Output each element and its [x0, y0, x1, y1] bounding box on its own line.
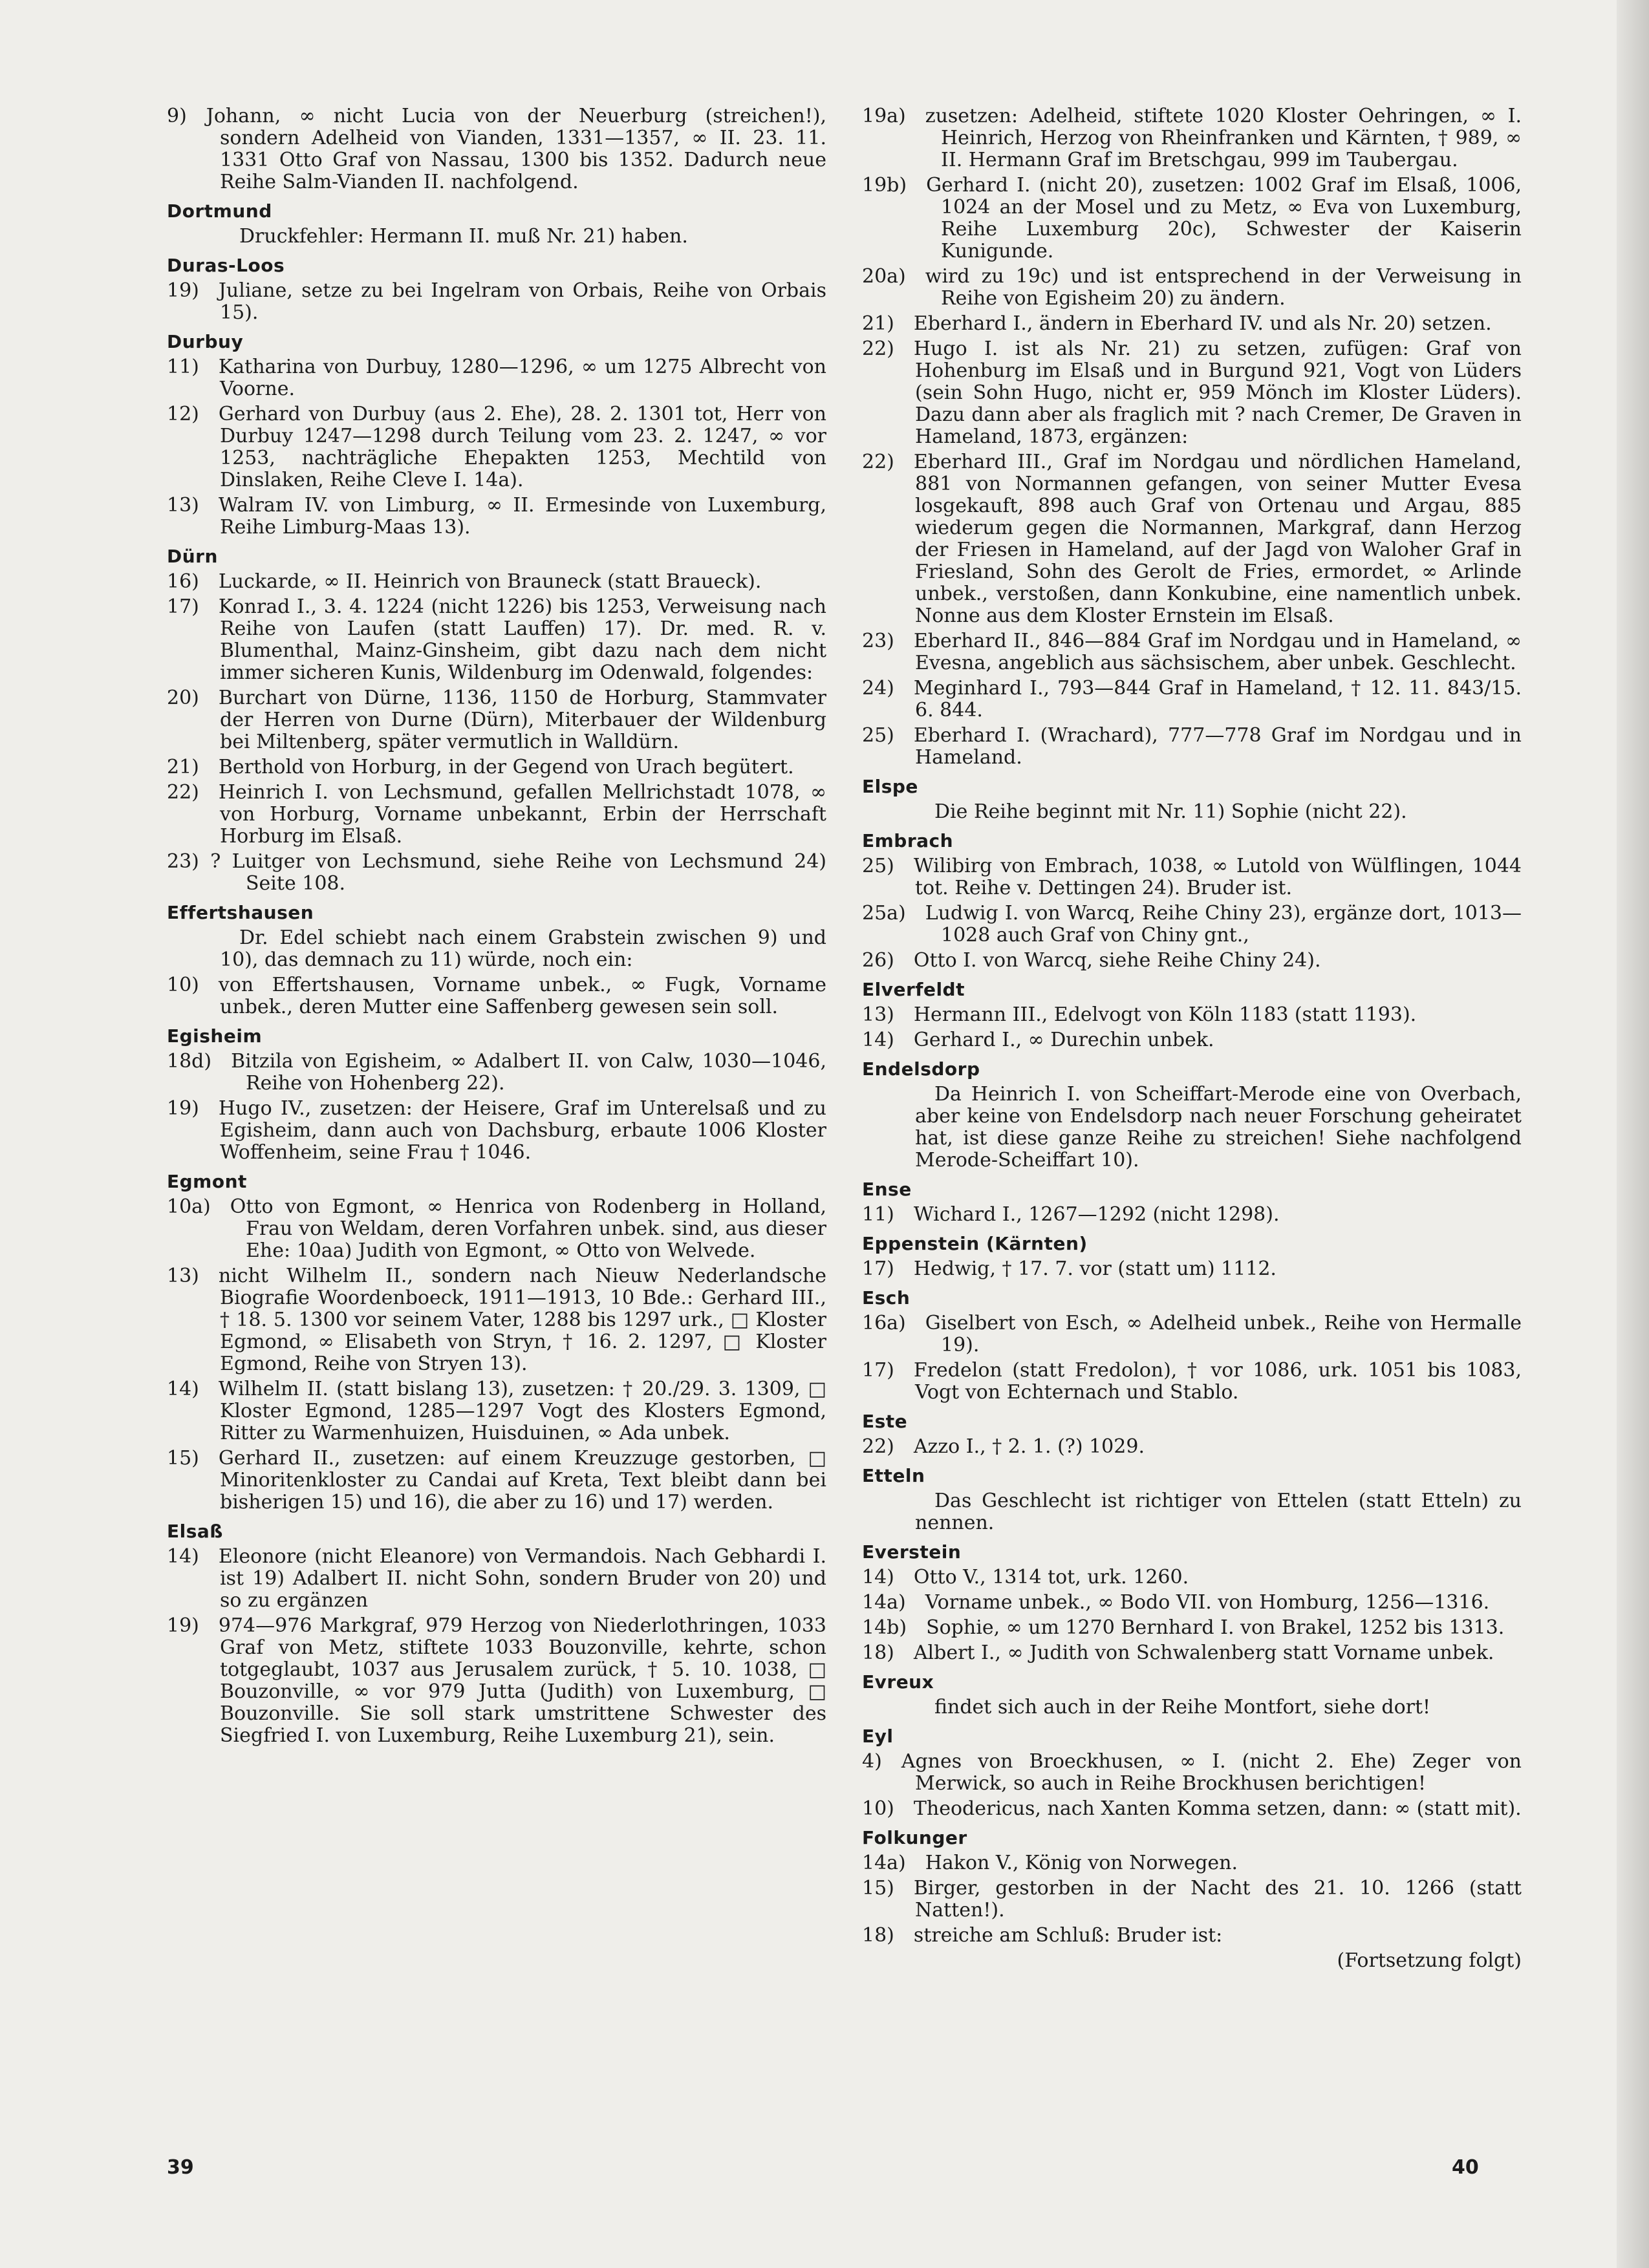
genealogy-entry: 24) Meginhard I., 793—844 Graf in Hameland, † 12. 11. 843/15. 6. 844.: [862, 677, 1522, 722]
section-heading: Eppenstein (Kärnten): [862, 1233, 1088, 1254]
page-edge-shadow: [1617, 0, 1649, 2268]
section-heading: Egmont: [167, 1171, 247, 1192]
genealogy-entry: 22) Hugo I. ist als Nr. 21) zu setzen, zufügen: Graf von Hohenburg im Elsaß und in Burgund 921, Vogt von Lüders (sein Sohn Hugo, nicht er, 959 Mönch im Kloster Lüders). Dazu dann aber als fraglich mit ? nach Cremer, De Graven in Hameland, 1873, ergänzen:: [862, 337, 1522, 448]
genealogy-entry: 10) Theodericus, nach Xanten Komma setzen, dann: ∞ (statt mit).: [862, 1797, 1522, 1820]
genealogy-entry: 14) Wilhelm II. (statt bislang 13), zusetzen: † 20./29. 3. 1309, □ Kloster Egmond, 1285—1297 Vogt des Klosters Egmond, Ritter zu Warmenhuizen, Huisduinen, ∞ Ada unbek.: [167, 1378, 826, 1444]
genealogy-entry: 10a) Otto von Egmont, ∞ Henrica von Rodenberg in Holland, Frau von Weldam, deren Vorfahren unbek. sind, aus dieser Ehe: 10aa) Judith von Egmont, ∞ Otto von Welvede.: [167, 1195, 826, 1262]
genealogy-entry: 9) Johann, ∞ nicht Lucia von der Neuerburg (streichen!), sondern Adelheid von Vianden, 1331—1357, ∞ II. 23. 11. 1331 Otto Graf von Nassau, 1300 bis 1352. Dadurch neue Reihe Salm-Vianden II. nachfolgend.: [167, 105, 826, 193]
genealogy-entry: 16a) Giselbert von Esch, ∞ Adelheid unbek., Reihe von Hermalle 19).: [862, 1312, 1522, 1356]
section-heading: Embrach: [862, 830, 954, 851]
genealogy-entry: 23) ? Luitger von Lechsmund, siehe Reihe von Lechsmund 24) Seite 108.: [167, 850, 826, 895]
genealogy-entry: 23) Eberhard II., 846—884 Graf im Nordgau und in Hameland, ∞ Evesna, angeblich aus sächsischem, aber unbek. Geschlecht.: [862, 630, 1522, 674]
genealogy-entry: 17) Konrad I., 3. 4. 1224 (nicht 1226) bis 1253, Verweisung nach Reihe von Laufen (statt Lauffen) 17). Dr. med. R. v. Blumenthal, Mainz-Ginsheim, gibt dazu nach dem nicht immer sicheren Kunis, Wildenburg im Odenwald, folgendes:: [167, 595, 826, 684]
genealogy-entry: 22) Azzo I., † 2. 1. (?) 1029.: [862, 1435, 1145, 1458]
page-number-left: 39: [167, 2156, 194, 2179]
genealogy-entry: 21) Eberhard I., ändern in Eberhard IV. und als Nr. 20) setzen.: [862, 312, 1492, 335]
genealogy-entry: 15) Birger, gestorben in der Nacht des 21. 10. 1266 (statt Natten!).: [862, 1877, 1522, 1921]
section-heading: Ense: [862, 1179, 912, 1200]
genealogy-entry: 18) Albert I., ∞ Judith von Schwalenberg statt Vorname unbek.: [862, 1642, 1494, 1664]
section-note: Dr. Edel schiebt nach einem Grabstein zwischen 9) und 10), das demnach zu 11) würde, noch ein:: [220, 926, 826, 971]
genealogy-entry: 19) Juliane, setze zu bei Ingelram von Orbais, Reihe von Orbais 15).: [167, 279, 826, 324]
section-heading: Durbuy: [167, 331, 244, 352]
section-heading: Este: [862, 1411, 908, 1432]
genealogy-entry: 12) Gerhard von Durbuy (aus 2. Ehe), 28. 2. 1301 tot, Herr von Durbuy 1247—1298 durch Teilung vom 23. 2. 1247, ∞ vor 1253, nachträgliche Ehepakten 1253, Mechtild von Dinslaken, Reihe Cleve I. 14a).: [167, 403, 826, 491]
section-heading: Elverfeldt: [862, 979, 965, 1000]
section-heading: Esch: [862, 1287, 911, 1309]
genealogy-entry: 22) Heinrich I. von Lechsmund, gefallen Mellrichstadt 1078, ∞ von Horburg, Vorname unbekannt, Erbin der Herrschaft Horburg im Elsaß.: [167, 781, 826, 848]
genealogy-entry: 19a) zusetzen: Adelheid, stiftete 1020 Kloster Oehringen, ∞ I. Heinrich, Herzog von Rheinfranken und Kärnten, † 989, ∞ II. Hermann Graf im Bretschgau, 999 im Taubergau.: [862, 105, 1522, 171]
section-heading: Evreux: [862, 1671, 934, 1693]
genealogy-entry: 25) Eberhard I. (Wrachard), 777—778 Graf im Nordgau und in Hameland.: [862, 724, 1522, 769]
section-heading: Eyl: [862, 1726, 894, 1747]
section-heading: Etteln: [862, 1465, 925, 1486]
genealogy-entry: 26) Otto I. von Warcq, siehe Reihe Chiny 24).: [862, 949, 1321, 972]
genealogy-entry: 15) Gerhard II., zusetzen: auf einem Kreuzzuge gestorben, □ Minoritenkloster zu Candai auf Kreta, Text bleibt dann bei bisherigen 15) und 16), die aber zu 16) und 17) werden.: [167, 1447, 826, 1514]
section-note: Das Geschlecht ist richtiger von Ettelen (statt Etteln) zu nennen.: [915, 1490, 1522, 1534]
genealogy-entry: 14) Otto V., 1314 tot, urk. 1260.: [862, 1566, 1189, 1589]
section-heading: Folkunger: [862, 1827, 967, 1848]
genealogy-entry: 13) Hermann III., Edelvogt von Köln 1183 (statt 1193).: [862, 1003, 1417, 1026]
genealogy-entry: 19b) Gerhard I. (nicht 20), zusetzen: 1002 Graf im Elsaß, 1006, 1024 an der Mosel und zu Metz, ∞ Eva von Luxemburg, Reihe Luxemburg 20c), Schwester der Kaiserin Kunigunde.: [862, 174, 1522, 262]
genealogy-entry: 17) Hedwig, † 17. 7. vor (statt um) 1112.: [862, 1257, 1277, 1280]
section-heading: Elsaß: [167, 1521, 223, 1542]
section-note: Die Reihe beginnt mit Nr. 11) Sophie (nicht 22).: [934, 800, 1407, 823]
genealogy-entry: 19) 974—976 Markgraf, 979 Herzog von Niederlothringen, 1033 Graf von Metz, stiftete 1033 Bouzonville, kehrte, schon totgeglaubt, 1037 aus Jerusalem zurück, † 5. 10. 1038, □ Bouzonville, ∞ vor 979 Jutta (Judith) von Luxemburg, □ Bouzonville. Sie soll stark umstrittene Schwester des Siegfried I. von Luxemburg, Reihe Luxemburg 21), sein.: [167, 1614, 826, 1747]
section-heading: Everstein: [862, 1541, 962, 1563]
genealogy-entry: 13) Walram IV. von Limburg, ∞ II. Ermesinde von Luxemburg, Reihe Limburg-Maas 13).: [167, 494, 826, 539]
continuation-note: (Fortsetzung folgt): [1337, 1949, 1522, 1972]
genealogy-entry: 20) Burchart von Dürne, 1136, 1150 de Horburg, Stammvater der Herren von Durne (Dürn), Miterbauer der Wildenburg bei Miltenberg, später vermutlich in Walldürn.: [167, 687, 826, 753]
page-number-right: 40: [1452, 2156, 1479, 2179]
section-heading: Elspe: [862, 776, 918, 797]
genealogy-entry: 10) von Effertshausen, Vorname unbek., ∞ Fugk, Vorname unbek., deren Mutter eine Saffenberg gewesen sein soll.: [167, 974, 826, 1018]
genealogy-entry: 19) Hugo IV., zusetzen: der Heisere, Graf im Unterelsaß und zu Egisheim, dann auch von Dachsburg, erbaute 1006 Kloster Woffenheim, seine Frau † 1046.: [167, 1097, 826, 1164]
genealogy-entry: 14a) Vorname unbek., ∞ Bodo VII. von Homburg, 1256—1316.: [862, 1591, 1490, 1614]
genealogy-entry: 25) Wilibirg von Embrach, 1038, ∞ Lutold von Wülflingen, 1044 tot. Reihe v. Dettingen 24). Bruder ist.: [862, 855, 1522, 899]
genealogy-entry: 20a) wird zu 19c) und ist entsprechend in der Verweisung in Reihe von Egisheim 20) zu ändern.: [862, 265, 1522, 310]
genealogy-entry: 17) Fredelon (statt Fredolon), † vor 1086, urk. 1051 bis 1083, Vogt von Echternach und Stablo.: [862, 1359, 1522, 1404]
section-heading: Dortmund: [167, 200, 272, 222]
genealogy-entry: 18d) Bitzila von Egisheim, ∞ Adalbert II. von Calw, 1030—1046, Reihe von Hohenberg 22).: [167, 1050, 826, 1095]
genealogy-entry: 13) nicht Wilhelm II., sondern nach Nieuw Nederlandsche Biografie Woordenboeck, 1911—1913, 10 Bde.: Gerhard III., † 18. 5. 1300 vor seinem Vater, 1288 bis 1297 urk., □ Kloster Egmond, ∞ Elisabeth von Stryn, † 16. 2. 1297, □ Kloster Egmond, Reihe von Stryen 13).: [167, 1265, 826, 1375]
genealogy-entry: 11) Katharina von Durbuy, 1280—1296, ∞ um 1275 Albrecht von Voorne.: [167, 356, 826, 400]
genealogy-entry: 4) Agnes von Broeckhusen, ∞ I. (nicht 2. Ehe) Zeger von Merwick, so auch in Reihe Brockhusen berichtigen!: [862, 1750, 1522, 1795]
right-column: [862, 105, 1522, 1975]
section-note: Da Heinrich I. von Scheiffart-Merode eine von Overbach, aber keine von Endelsdorp nach neuer Forschung geheiratet hat, ist diese ganze Reihe zu streichen! Siehe nachfolgend Merode-Scheiffart 10).: [915, 1083, 1522, 1171]
genealogy-entry: 18) streiche am Schluß: Bruder ist:: [862, 1924, 1223, 1947]
section-heading: Egisheim: [167, 1025, 263, 1047]
section-note: Druckfehler: Hermann II. muß Nr. 21) haben.: [239, 225, 688, 248]
section-heading: Duras-Loos: [167, 255, 285, 276]
genealogy-entry: 14b) Sophie, ∞ um 1270 Bernhard I. von Brakel, 1252 bis 1313.: [862, 1616, 1505, 1639]
genealogy-entry: 11) Wichard I., 1267—1292 (nicht 1298).: [862, 1203, 1280, 1226]
left-column: [167, 105, 826, 1750]
genealogy-entry: 16) Luckarde, ∞ II. Heinrich von Brauneck (statt Braueck).: [167, 570, 762, 593]
section-heading: Dürn: [167, 546, 218, 567]
genealogy-entry: 14) Eleonore (nicht Eleanore) von Vermandois. Nach Gebhardi I. ist 19) Adalbert II. nicht Sohn, sondern Bruder von 20) und so zu ergänzen: [167, 1545, 826, 1612]
genealogy-entry: 14) Gerhard I., ∞ Durechin unbek.: [862, 1029, 1214, 1051]
section-note: findet sich auch in der Reihe Montfort, siehe dort!: [934, 1696, 1431, 1718]
genealogy-entry: 21) Berthold von Horburg, in der Gegend von Urach begütert.: [167, 756, 794, 778]
genealogy-entry: 22) Eberhard III., Graf im Nordgau und nördlichen Hameland, 881 von Normannen gefangen, von seiner Mutter Evesa losgekauft, 898 auch Graf von Ortenau und Argau, 885 wiederum gegen die Normannen, Markgraf, dann Herzog der Friesen in Hameland, auf der Jagd von Waloher Graf in Friesland, Sohn des Gerolt de Fries, ermordet, ∞ Arlinde unbek., verstoßen, dann Konkubine, eine namentlich unbek. Nonne aus dem Kloster Ernstein im Elsaß.: [862, 451, 1522, 627]
genealogy-entry: 14a) Hakon V., König von Norwegen.: [862, 1852, 1238, 1874]
genealogy-entry: 25a) Ludwig I. von Warcq, Reihe Chiny 23), ergänze dort, 1013—1028 auch Graf von Chiny gnt.,: [862, 902, 1522, 947]
section-heading: Effertshausen: [167, 902, 314, 923]
section-heading: Endelsdorp: [862, 1058, 980, 1080]
